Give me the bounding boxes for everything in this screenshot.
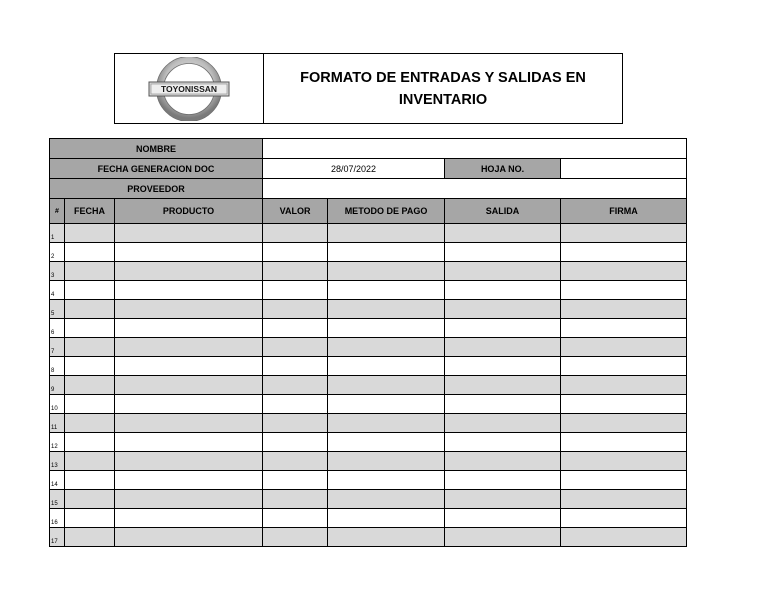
table-row [50,471,687,490]
salida-cell[interactable] [445,224,561,243]
firma-cell[interactable] [561,452,687,471]
hoja-no-label: HOJA NO. [445,159,561,179]
metodo-de-pago-cell[interactable] [328,452,445,471]
col-header-producto: PRODUCTO [115,199,263,224]
firma-cell[interactable] [561,300,687,319]
fecha-cell[interactable] [65,281,115,300]
producto-cell[interactable] [115,395,263,414]
table-row [50,338,687,357]
salida-cell[interactable] [445,300,561,319]
proveedor-field[interactable] [263,179,687,199]
row-number: 10 [50,395,65,414]
nombre-row [50,139,687,159]
salida-cell[interactable] [445,528,561,547]
fecha-cell[interactable] [65,395,115,414]
firma-cell[interactable] [561,243,687,262]
table-row [50,319,687,338]
row-number: 13 [50,452,65,471]
col-header-salida: SALIDA [445,199,561,224]
valor-cell[interactable] [263,338,328,357]
table-row [50,357,687,376]
metodo-de-pago-cell[interactable] [328,262,445,281]
table-row [50,490,687,509]
salida-cell[interactable] [445,357,561,376]
fecha-generacion-field[interactable]: 28/07/2022 [263,159,445,179]
valor-cell[interactable] [263,376,328,395]
firma-cell[interactable] [561,319,687,338]
firma-cell[interactable] [561,433,687,452]
logo-text: TOYONISSAN [160,83,218,94]
document-title [264,54,622,123]
row-number: 5 [50,300,65,319]
valor-cell[interactable] [263,528,328,547]
firma-cell[interactable] [561,376,687,395]
metodo-de-pago-cell[interactable] [328,528,445,547]
firma-cell[interactable] [561,262,687,281]
firma-cell[interactable] [561,490,687,509]
metodo-de-pago-cell[interactable] [328,509,445,528]
fecha-cell[interactable] [65,338,115,357]
salida-cell[interactable] [445,243,561,262]
col-header-valor: VALOR [263,199,328,224]
firma-cell[interactable] [561,338,687,357]
producto-cell[interactable] [115,262,263,281]
producto-cell[interactable] [115,509,263,528]
salida-cell[interactable] [445,338,561,357]
valor-cell[interactable] [263,452,328,471]
row-number: 17 [50,528,65,547]
row-number: 6 [50,319,65,338]
fecha-cell[interactable] [65,490,115,509]
firma-cell[interactable] [561,395,687,414]
salida-cell[interactable] [445,395,561,414]
row-number: 16 [50,509,65,528]
salida-cell[interactable] [445,509,561,528]
row-number: 12 [50,433,65,452]
salida-cell[interactable] [445,490,561,509]
valor-cell[interactable] [263,509,328,528]
valor-cell[interactable] [263,319,328,338]
fecha-cell[interactable] [65,528,115,547]
producto-cell[interactable] [115,281,263,300]
metodo-de-pago-cell[interactable] [328,433,445,452]
metodo-de-pago-cell[interactable] [328,300,445,319]
salida-cell[interactable] [445,319,561,338]
fecha-cell[interactable] [65,452,115,471]
fecha-cell[interactable] [65,357,115,376]
fecha-cell[interactable] [65,243,115,262]
table-row [50,243,687,262]
fecha-cell[interactable] [65,376,115,395]
fecha-cell[interactable] [65,319,115,338]
producto-cell[interactable] [115,433,263,452]
nombre-label: NOMBRE [50,139,263,159]
metodo-de-pago-cell[interactable] [328,319,445,338]
metodo-de-pago-cell[interactable] [328,338,445,357]
valor-cell[interactable] [263,281,328,300]
fecha-cell[interactable] [65,262,115,281]
row-number: 11 [50,414,65,433]
fecha-cell[interactable] [65,471,115,490]
row-number: 9 [50,376,65,395]
firma-cell[interactable] [561,224,687,243]
table-row [50,281,687,300]
metodo-de-pago-cell[interactable] [328,357,445,376]
salida-cell[interactable] [445,262,561,281]
salida-cell[interactable] [445,433,561,452]
valor-cell[interactable] [263,414,328,433]
salida-cell[interactable] [445,471,561,490]
producto-cell[interactable] [115,300,263,319]
firma-cell[interactable] [561,414,687,433]
salida-cell[interactable] [445,281,561,300]
row-number: 1 [50,224,65,243]
proveedor-label: PROVEEDOR [50,179,263,199]
table-row [50,509,687,528]
metodo-de-pago-cell[interactable] [328,224,445,243]
valor-cell[interactable] [263,243,328,262]
row-number: 15 [50,490,65,509]
nombre-field[interactable] [263,139,687,159]
producto-cell[interactable] [115,319,263,338]
column-header-row [50,199,687,224]
salida-cell[interactable] [445,452,561,471]
fecha-cell[interactable] [65,224,115,243]
metodo-de-pago-cell[interactable] [328,376,445,395]
col-header-number: # [50,199,65,224]
fecha-row [50,159,687,179]
metodo-de-pago-cell[interactable] [328,395,445,414]
title-line-2: INVENTARIO [398,91,488,108]
fecha-cell[interactable] [65,433,115,452]
table-row [50,262,687,281]
row-number: 7 [50,338,65,357]
title-line-1: FORMATO DE ENTRADAS Y SALIDAS EN [300,69,586,86]
producto-cell[interactable] [115,243,263,262]
col-header-fecha: FECHA [65,199,115,224]
fecha-cell[interactable] [65,414,115,433]
valor-cell[interactable] [263,490,328,509]
proveedor-row [50,179,687,199]
producto-cell[interactable] [115,357,263,376]
valor-cell[interactable] [263,433,328,452]
valor-cell[interactable] [263,471,328,490]
fecha-generacion-label: FECHA GENERACION DOC [50,159,263,179]
fecha-cell[interactable] [65,300,115,319]
col-header-firma: FIRMA [561,199,687,224]
producto-cell[interactable] [115,490,263,509]
valor-cell[interactable] [263,300,328,319]
row-number: 8 [50,357,65,376]
metodo-de-pago-cell[interactable] [328,414,445,433]
producto-cell[interactable] [115,376,263,395]
table-row [50,376,687,395]
row-number: 2 [50,243,65,262]
row-number: 3 [50,262,65,281]
metodo-de-pago-cell[interactable] [328,281,445,300]
firma-cell[interactable] [561,528,687,547]
valor-cell[interactable] [263,357,328,376]
metodo-de-pago-cell[interactable] [328,471,445,490]
salida-cell[interactable] [445,414,561,433]
row-number: 14 [50,471,65,490]
table-row [50,224,687,243]
toyonissan-logo [147,57,231,121]
metodo-de-pago-cell[interactable] [328,490,445,509]
valor-cell[interactable] [263,224,328,243]
producto-cell[interactable] [115,528,263,547]
table-row [50,452,687,471]
producto-cell[interactable] [115,414,263,433]
table-row [50,300,687,319]
table-row [50,433,687,452]
firma-cell[interactable] [561,281,687,300]
inventory-table [49,138,687,547]
firma-cell[interactable] [561,471,687,490]
document-header [114,53,623,124]
col-header-metodo-de-pago: METODO DE PAGO [328,199,445,224]
metodo-de-pago-cell[interactable] [328,243,445,262]
fecha-cell[interactable] [65,509,115,528]
table-row [50,395,687,414]
logo-cell [115,54,264,123]
firma-cell[interactable] [561,509,687,528]
firma-cell[interactable] [561,357,687,376]
salida-cell[interactable] [445,376,561,395]
valor-cell[interactable] [263,395,328,414]
producto-cell[interactable] [115,224,263,243]
row-number: 4 [50,281,65,300]
hoja-no-field[interactable] [561,159,687,179]
table-row [50,414,687,433]
producto-cell[interactable] [115,338,263,357]
producto-cell[interactable] [115,471,263,490]
table-row [50,528,687,547]
producto-cell[interactable] [115,452,263,471]
valor-cell[interactable] [263,262,328,281]
